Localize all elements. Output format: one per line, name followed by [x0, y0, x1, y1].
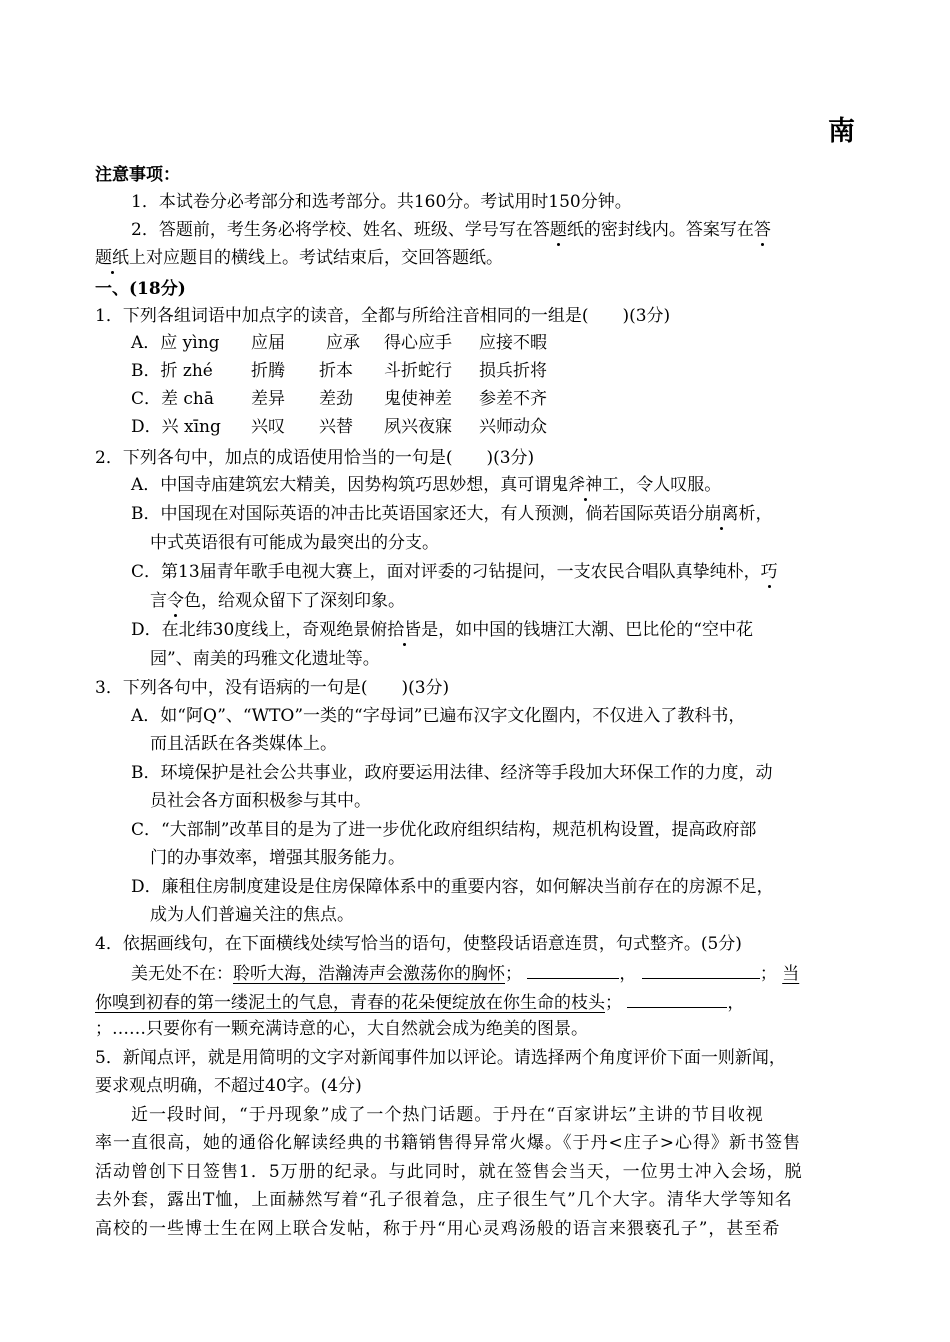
underlined-sentence: 聆听大海，浩瀚涛声会激荡你的胸怀 [233, 964, 505, 984]
news-line-5: 高校的一些博士生在网上联合发帖，称于丹“用心灵鸡汤般的语言来猥亵孔子”，甚至希 [95, 1219, 781, 1239]
q2-option-c: C．第13届青年歌手电视大赛上，面对评委的刁钻提问，一支农民合唱队真挚纯朴，巧 [131, 562, 778, 582]
q3-option-d: D．廉租住房制度建设是住房保障体系中的重要内容，如何解决当前存在的房源不足， [131, 877, 774, 897]
q2-option-a: A．中国寺庙建筑宏大精美，因势构筑巧思妙想，真可谓鬼斧神工，令人叹服。 [131, 475, 722, 495]
q1-option-d: D．兴 xīng 兴叹 兴替 夙兴夜寐 兴师动众 [131, 417, 547, 437]
question-5-stem-cont: 要求观点明确，不超过40字。(4分) [95, 1076, 362, 1096]
underlined-sentence: 青春的花朵便绽放在你生命的枝头 [350, 993, 605, 1013]
dotted-text: 题纸 [95, 248, 129, 268]
q3-option-a-cont: 而且活跃在各类媒体上。 [150, 734, 337, 754]
fill-blank[interactable] [642, 961, 760, 979]
news-line-4: 去外套，露出T恤，上面赫然写着“孔子很着急，庄子很生气”几个大字。清华大学等知名 [95, 1190, 793, 1210]
notice-item-2-cont: 题纸上对应题目的横线上。考试结束后，交回答题纸。 [95, 248, 503, 268]
dotted-text: 答 [753, 220, 771, 240]
q1-option-c: C．差 chā 差异 差劲 鬼使神差 参差不齐 [131, 389, 547, 409]
question-1-stem: 1．下列各组词语中加点字的读音，全都与所给注音相同的一组是( )(3分) [95, 306, 671, 326]
fill-blank[interactable] [627, 990, 727, 1008]
news-line-1: 近一段时间，“于丹现象”成了一个热门话题。于丹在“百家讲坛”主讲的节目收视 [131, 1105, 764, 1125]
question-4-stem: 4．依据画线句，在下面横线处续写恰当的语句，使整段话语意连贯，句式整齐。(5分) [95, 934, 742, 954]
q2-option-d: D．在北纬30度线上，奇观绝景俯拾皆是，如中国的钱塘江大潮、巴比伦的“空中花 [131, 620, 753, 640]
dotted-idiom: 分崩离析 [687, 504, 756, 524]
dotted-idiom: 鬼斧神工 [551, 475, 620, 495]
q2-option-b-cont: 中式英语很有可能成为最突出的分支。 [150, 533, 439, 553]
news-line-2: 率一直很高，她的通俗化解读经典的书籍销售得异常火爆。《于丹<庄子>心得》新书签售 [95, 1133, 801, 1153]
q1-option-b: B．折 zhé 折腾 折本 斗折蛇行 损兵折将 [131, 361, 547, 381]
page-title: 南 [828, 116, 855, 147]
notice-heading: 注意事项： [95, 165, 180, 185]
q1-option-a: A．应 yìng 应届 应承 得心应手 应接不暇 [131, 333, 547, 353]
section-heading: 一、(18分) [95, 279, 186, 299]
q3-option-b-cont: 员社会各方面积极参与其中。 [150, 791, 371, 811]
q3-option-b: B．环境保护是社会公共事业，政府要运用法律、经济等手段加大环保工作的力度，动 [131, 763, 773, 783]
question-2-stem: 2．下列各句中，加点的成语使用恰当的一句是( )(3分) [95, 448, 535, 468]
question-3-stem: 3．下列各句中，没有语病的一句是( )(3分) [95, 678, 450, 698]
news-line-3: 活动曾创下日签售1．5万册的纪录。与此同时，就在签售会当天，一位男士冲入会场，脱 [95, 1162, 803, 1182]
q4-passage-line-2: 你嗅到初春的第一缕泥土的气息，青春的花朵便绽放在你生命的枝头； ， [95, 990, 744, 1014]
question-5-stem: 5．新闻点评，就是用简明的文字对新闻事件加以评论。请选择两个角度评价下面一则新闻， [95, 1048, 786, 1068]
notice-item-2: 2．答题前，考生务必将学校、姓名、班级、学号写在答题纸的密封线内。答案写在答 [131, 220, 771, 240]
underlined-sentence: 你嗅到初春的第一缕泥土的气息， [95, 993, 350, 1013]
q3-option-c-cont: 门的办事效率，增强其服务能力。 [150, 848, 405, 868]
underlined-sentence: 当 [782, 964, 800, 984]
dotted-text: 答题纸 [532, 220, 584, 240]
q2-option-d-cont: 园”、南美的玛雅文化遗址等。 [150, 649, 380, 669]
fill-blank[interactable] [527, 961, 619, 979]
q3-option-a: A．如“阿Q”、“WTO”一类的“字母词”已遍布汉字文化圈内，不仅进入了教科书， [131, 706, 746, 726]
dotted-idiom: 俯拾皆是 [370, 620, 439, 640]
dotted-idiom: 言令色 [150, 591, 201, 611]
q3-option-c: C．“大部制”改革目的是为了进一步优化政府组织结构，规范机构设置，提高政府部 [131, 820, 757, 840]
q4-passage-line-1: 美无处不在：聆听大海，浩瀚涛声会激荡你的胸怀； ， ； 当 [131, 961, 799, 985]
notice-item-1: 1．本试卷分必考部分和选考部分。共160分。考试用时150分钟。 [131, 192, 632, 212]
q4-passage-line-3: ；……只要你有一颗充满诗意的心，大自然就会成为绝美的图景。 [95, 1019, 588, 1039]
q2-option-c-cont: 言令色，给观众留下了深刻印象。 [150, 591, 405, 611]
q2-option-b: B．中国现在对国际英语的冲击比英语国家还大，有人预测，倘若国际英语分崩离析， [131, 504, 773, 524]
q3-option-d-cont: 成为人们普遍关注的焦点。 [150, 905, 354, 925]
dotted-idiom: 巧 [760, 562, 778, 582]
